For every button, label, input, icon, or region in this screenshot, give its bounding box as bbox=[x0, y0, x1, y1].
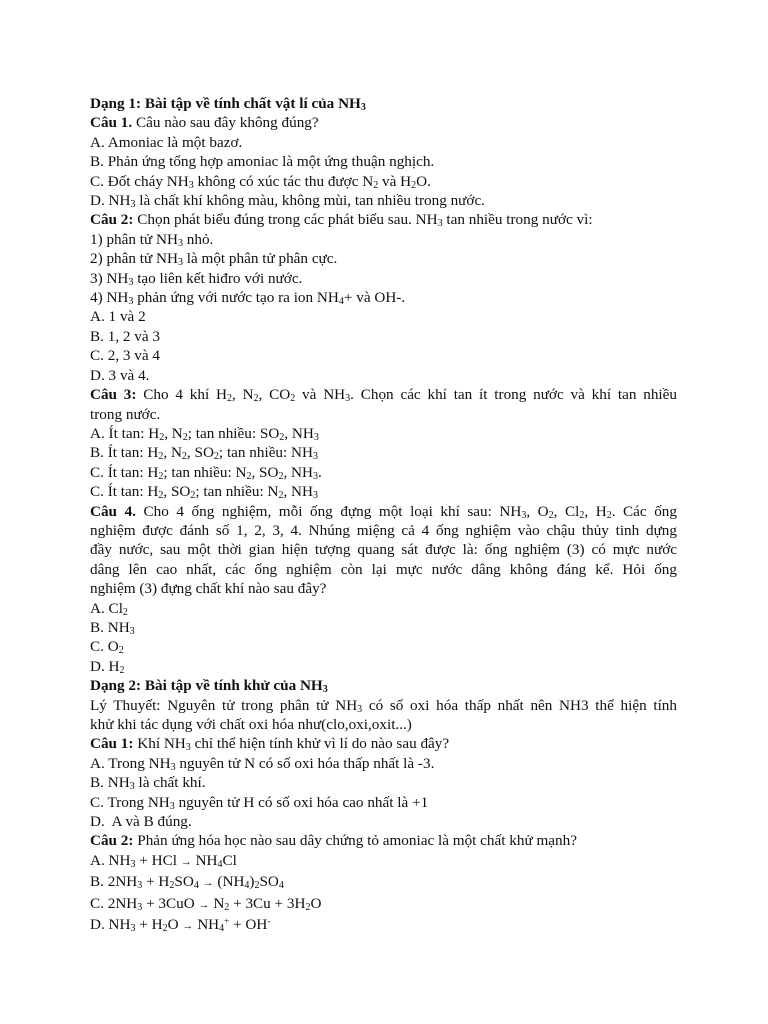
question-4-line-4: dâng lên cao nhất, các ống nghiệm còn lại mực nước dâng không đáng kể. Hỏi ống bbox=[90, 560, 677, 578]
question-4: Câu 4. Cho 4 ống nghiệm, mỗi ống đựng một loại khí sau: $NH_3$, $O_2$, $Cl_2$, $H_2$. Các ống bbox=[90, 502, 677, 521]
question-4-line-3: đầy nước, sau một thời gian hiện tượng quang sát được là: ống nghiệm (3) có mực nước bbox=[90, 541, 677, 559]
option-d: D. 3 và 4. bbox=[90, 366, 150, 384]
option-a: A. Ít tan: $H_2$, $N_2$; tan nhiều: $SO_2$, $NH_3$ bbox=[90, 424, 319, 443]
option-d: D. $NH_3$ là chất khí không màu, không mùi, tan nhiều trong nước. bbox=[90, 192, 485, 211]
question-5: Câu 1: Khí $NH_3$ chỉ thể hiện tính khử vì lí do nào sau đây? bbox=[90, 735, 450, 754]
option-b: B. $2NH_3 + H_2SO_4 \to (NH_4)_2SO_4$ bbox=[90, 873, 284, 892]
document-page bbox=[90, 94, 677, 936]
option-b: B. 1, 2 và 3 bbox=[90, 327, 161, 345]
option-d: D. $NH_3 + H_2O \to NH_4^+ + OH^-$ bbox=[90, 916, 271, 935]
option-a: A. 1 và 2 bbox=[90, 308, 146, 326]
question-6: Câu 2: Phản ứng hóa học nào sau dây chứng tỏ amoniac là một chất khử mạnh? bbox=[90, 832, 577, 850]
option-d: C. Ít tan: $H_2$, $SO_2$; tan nhiều: $N_2$, $NH_3$ bbox=[90, 483, 318, 502]
option-b: B. $NH_3$ là chất khí. bbox=[90, 774, 206, 793]
option-b: B. Phản ứng tổng hợp amoniac là một ứng thuận nghịch. bbox=[90, 153, 435, 171]
section-heading-1: Dạng 1: Bài tập về tính chất vật lí của $NH_3$ bbox=[90, 95, 366, 113]
question-1: Câu 1. Câu nào sau đây không đúng? bbox=[90, 114, 319, 132]
option-a: A. Amoniac là một bazơ. bbox=[90, 133, 243, 151]
question-3: Câu 3: Cho 4 khí $H_2$, $N_2$, $CO_2$ và $NH_3$. Chọn các khí tan ít trong nước và khí tan nhiều bbox=[90, 386, 677, 405]
arrow-icon: → bbox=[182, 920, 194, 933]
statement-4: 4) $NH_3$ phản ứng với nước tạo ra ion $NH_4+$ và OH-. bbox=[90, 289, 406, 308]
theory-line-1: Lý Thuyết: Nguyên tử trong phân tử $NH_3$ có số oxi hóa thấp nhất nên NH3 thể hiện tính bbox=[90, 696, 677, 715]
option-a: A. Trong $NH_3$ nguyên tử N có số oxi hóa thấp nhất là -3. bbox=[90, 754, 435, 773]
option-c: C. Đốt cháy $NH_3$ không có xúc tác thu được $N_2$ và $H_2O$. bbox=[90, 172, 431, 191]
statement-3: 3) $NH_3$ tạo liên kết hiđro với nước. bbox=[90, 269, 303, 288]
option-c: C. Ít tan: $H_2$; tan nhiều: $N_2$, $SO_2$, $NH_3$. bbox=[90, 463, 322, 482]
question-3-cont: trong nước. bbox=[90, 405, 161, 423]
question-4-line-2: nghiệm được đánh số 1, 2, 3, 4. Nhúng miệng cả 4 ống nghiệm vào chậu thủy tinh dựng bbox=[90, 521, 677, 539]
statement-2: 2) phân tử $NH_3$ là một phân tử phân cực. bbox=[90, 250, 338, 269]
option-d: D. A và B đúng. bbox=[90, 813, 192, 831]
theory-line-2: khử khi tác dụng với chất oxi hóa như(clo,oxi,oxit...) bbox=[90, 716, 412, 733]
arrow-icon: → bbox=[198, 898, 210, 911]
option-c: C. $O_2$ bbox=[90, 638, 124, 657]
option-c: C. $2NH_3 + 3CuO \to N_2 + 3Cu + 3H_2O$ bbox=[90, 894, 322, 913]
option-c: C. 2, 3 và 4 bbox=[90, 347, 161, 365]
option-a: A. $NH_3$ + HCl → $NH_4Cl$ bbox=[90, 851, 237, 870]
question-4-line-5: nghiệm (3) đựng chất khí nào sau đây? bbox=[90, 580, 327, 598]
section-heading-2: Dạng 2: Bài tập về tính khử của $NH_3$ bbox=[90, 677, 328, 696]
arrow-icon: → bbox=[180, 855, 192, 868]
option-b: B. Ít tan: $H_2$, $N_2$, $SO_2$; tan nhiều: $NH_3$ bbox=[90, 444, 318, 463]
option-d: D. $H_2$ bbox=[90, 657, 125, 676]
option-c: C. Trong $NH_3$ nguyên tử H có số oxi hóa cao nhất là +1 bbox=[90, 793, 429, 812]
option-b: B. $NH_3$ bbox=[90, 618, 135, 637]
question-2: Câu 2: Chọn phát biểu đúng trong các phát biểu sau. $NH_3$ tan nhiều trong nước vì: bbox=[90, 211, 593, 230]
arrow-icon: → bbox=[202, 877, 214, 890]
option-a: A. $Cl_2$ bbox=[90, 599, 128, 618]
statement-1: 1) phân tử $NH_3$ nhỏ. bbox=[90, 230, 214, 249]
